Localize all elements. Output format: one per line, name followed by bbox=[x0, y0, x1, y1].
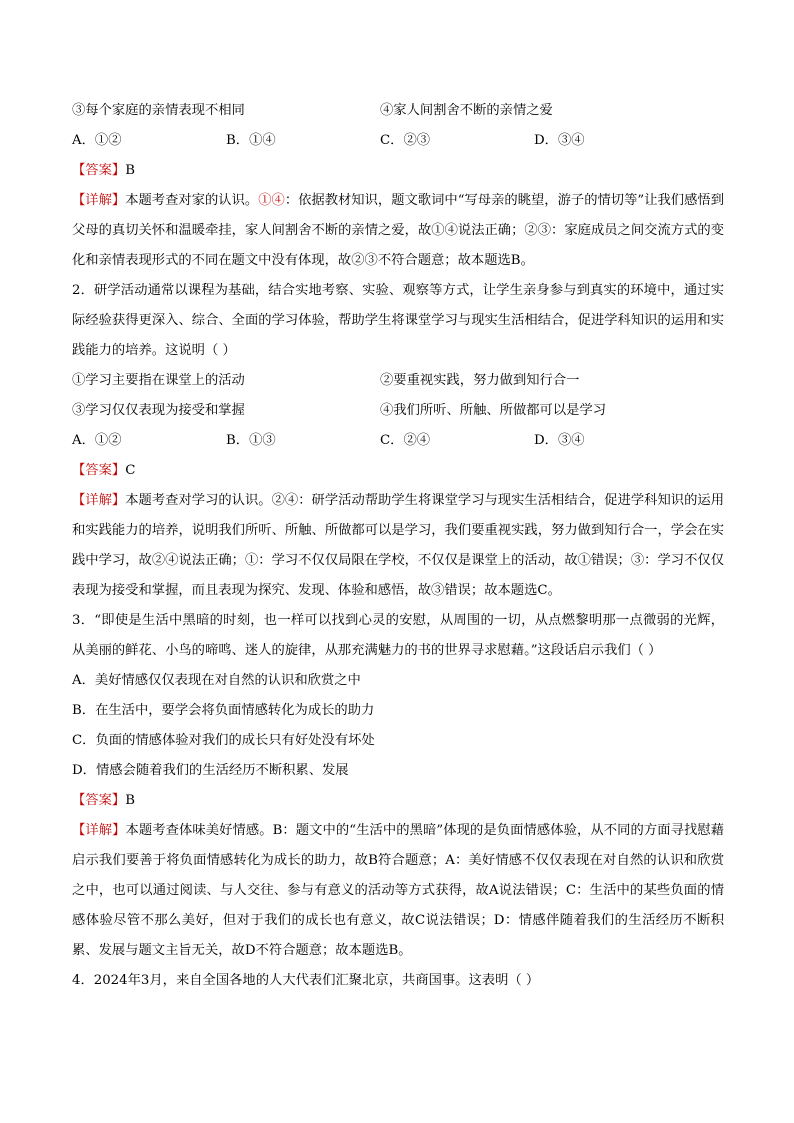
q2-answer bbox=[72, 456, 724, 486]
q2-choice-c: C．②④ bbox=[380, 433, 431, 448]
q2-statement-1: ①学习主要指在课堂上的活动 bbox=[72, 373, 245, 388]
q1-answer bbox=[72, 156, 724, 186]
detail-text-pre: 本题考查对家的认识。 bbox=[125, 193, 259, 208]
detail-text: 本题考查对学习的认识。②④：研学活动帮助学生将课堂学习与现实生活相结合，促进学科知识的运用和实践能力的培养，说明我们所听、所触、所做都可以是学习，我们要重视实践，努力做到知行合一，学会在实践中学习，故②④说法正确；①：学习不仅仅局限在学校，不仅仅是课堂上的活动，故①错误；③：学习不仅仅表现为接受和掌握，而且表现为探究、发现、体验和感悟，故③错误；故本题选C。 bbox=[72, 493, 725, 598]
answer-label: 【答案】 bbox=[72, 463, 126, 478]
q1-statement-row bbox=[72, 96, 724, 126]
q1-choice-c: C．②③ bbox=[380, 133, 431, 148]
q3-option-b: B．在生活中，要学会将负面情感转化为成长的助力 bbox=[72, 703, 375, 718]
detail-text-post: ：依据教材知识，题文歌词中“写母亲的眺望，游子的情切等”让我们感悟到父母的真切关怀和温暖牵挂，家人间割舍不断的亲情之爱，故①④说法正确；②③：家庭成员之间交流方式的变化和亲情表现形式的不同在题文中没有体现，故②③不符合题意；故本题选B。 bbox=[72, 193, 725, 268]
q1-choices bbox=[72, 126, 724, 156]
q2-detail bbox=[72, 486, 724, 606]
q3-stem: 3．“即使是生活中黑暗的时刻，也一样可以找到心灵的安慰，从周围的一切，从点燃黎明那一点微弱的光辉，从美丽的鲜花、小鸟的啼鸣、迷人的旋律，从那充满魅力的书的世界寻求慰藉。”这段话启示我们（ ） bbox=[72, 613, 724, 658]
q1-statement-4: ④家人间割舍不断的亲情之爱 bbox=[380, 103, 553, 118]
q2-statement-4: ④我们所听、所触、所做都可以是学习 bbox=[380, 403, 607, 418]
q1-choice-b: B．①④ bbox=[226, 133, 276, 148]
detail-text: 本题考查体味美好情感。B：题文中的“生活中的黑暗”体现的是负面情感体验，从不同的方面寻找慰藉启示我们要善于将负面情感转化为成长的助力，故B符合题意；A：美好情感不仅仅表现在对自然的认识和欣赏之中，也可以通过阅读、与人交往、参与有意义的活动等方式获得，故A说法错误；C：生活中的某些负面的情感体验尽管不那么美好，但对于我们的成长也有意义，故C说法错误；D：情感伴随着我们的生活经历不断积累、发展与题文主旨无关，故D不符合题意；故本题选B。 bbox=[72, 823, 725, 958]
q2-statement-3: ③学习仅仅表现为接受和掌握 bbox=[72, 403, 245, 418]
q3-option-a: A．美好情感仅仅表现在对自然的认识和欣赏之中 bbox=[72, 673, 361, 688]
q2-statement-2: ②要重视实践，努力做到知行合一 bbox=[380, 373, 580, 388]
document-page bbox=[72, 96, 724, 996]
answer-value: B bbox=[125, 163, 135, 178]
answer-label: 【答案】 bbox=[72, 793, 126, 808]
detail-label: 【详解】 bbox=[72, 493, 126, 508]
answer-value: B bbox=[125, 793, 135, 808]
q2-choice-a: A．①② bbox=[72, 433, 122, 448]
answer-value: C bbox=[125, 463, 136, 478]
q2-choices bbox=[72, 426, 724, 456]
q4-stem: 4．2024年3月，来自全国各地的人大代表们汇聚北京，共商国事。这表明（ ） bbox=[72, 973, 540, 988]
q2-choice-d: D．③④ bbox=[534, 433, 585, 448]
q1-choice-d: D．③④ bbox=[534, 133, 585, 148]
answer-label: 【答案】 bbox=[72, 163, 126, 178]
q1-choice-a: A．①② bbox=[72, 133, 122, 148]
detail-label: 【详解】 bbox=[72, 193, 126, 208]
q1-detail bbox=[72, 186, 724, 276]
q3-option-d: D．情感会随着我们的生活经历不断积累、发展 bbox=[72, 763, 349, 778]
q3-answer bbox=[72, 786, 724, 816]
q3-detail bbox=[72, 816, 724, 966]
q2-statement-row-2 bbox=[72, 396, 724, 426]
q2-choice-b: B．①③ bbox=[226, 433, 276, 448]
q2-stem: 2．研学活动通常以课程为基础，结合实地考察、实验、观察等方式，让学生亲身参与到真实的环境中，通过实际经验获得更深入、综合、全面的学习体验，帮助学生将课堂学习与现实生活相结合，促进学科知识的运用和实践能力的培养。这说明（ ） bbox=[72, 283, 724, 358]
detail-highlight: ①④ bbox=[258, 193, 285, 208]
q1-statement-3: ③每个家庭的亲情表现不相同 bbox=[72, 103, 245, 118]
q3-option-c: C．负面的情感体验对我们的成长只有好处没有坏处 bbox=[72, 733, 375, 748]
detail-label: 【详解】 bbox=[72, 823, 126, 838]
q2-statement-row-1 bbox=[72, 366, 724, 396]
